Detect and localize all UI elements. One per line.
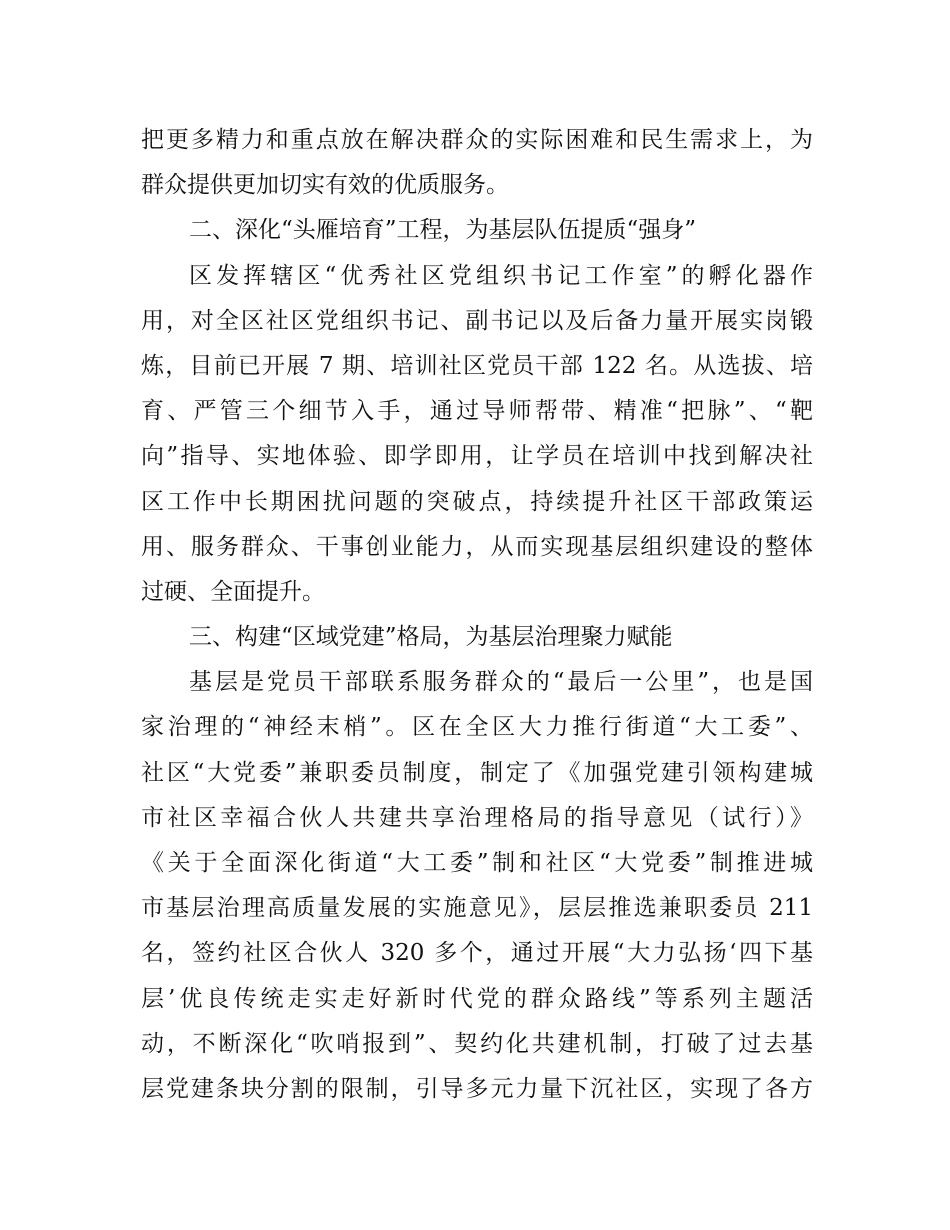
text-line: 过硬、全面提升。 — [141, 578, 325, 605]
text-line: 把更多精力和重点放在解决群众的实际困难和民生需求上，为 — [141, 127, 813, 153]
text-line: 向”指导、实地体验、即学即用，让学员在培训中找到解决社 — [141, 443, 813, 470]
text-line: 区发挥辖区“优秀社区党组织书记工作室”的孵化器作 — [189, 262, 813, 289]
text-line: 区工作中长期困扰问题的突破点，持续提升社区干部政策运 — [141, 488, 813, 515]
paragraph-2 — [141, 254, 813, 616]
heading-line: 三、构建“区域党建”格局，为基层治理聚力赋能 — [189, 624, 673, 651]
text-line: 炼，目前已开展 7 期、培训社区党员干部 122 名。从选拔、培 — [141, 352, 813, 379]
text-line: 名，签约社区合伙人 320 多个，通过开展“大力弘扬‘四下基 — [141, 940, 813, 967]
text-line: 基层是党员干部联系服务群众的“最后一公里”，也是国 — [189, 669, 813, 696]
text-line: 用、服务群众、干事创业能力，从而实现基层组织建设的整体 — [141, 533, 813, 560]
text-line: 育、严管三个细节入手，通过导师帮带、精准“把脉”、“靶 — [141, 398, 813, 425]
text-line: 市基层治理高质量发展的实施意见》，层层推选兼职委员 211 — [141, 895, 813, 922]
text-line: 《关于全面深化街道“大工委”制和社区“大党委”制推进城 — [141, 850, 813, 876]
text-line: 层’优良传统走实走好新时代党的群众路线”等系列主题活 — [141, 985, 813, 1012]
text-line: 市社区幸福合伙人共建共享治理格局的指导意见（试行）》 — [141, 804, 813, 831]
paragraph-continuation — [141, 118, 813, 208]
text-line: 群众提供更加切实有效的优质服务。 — [141, 172, 509, 199]
section-heading-2 — [141, 208, 813, 253]
text-line: 动，不断深化“吹哨报到”、契约化共建机制，打破了过去基 — [141, 1030, 813, 1057]
section-heading-3 — [141, 615, 813, 660]
text-line: 家治理的“神经末梢”。区在全区大力推行街道“大工委”、 — [141, 714, 813, 741]
text-line: 层党建条块分割的限制，引导多元力量下沉社区，实现了各方 — [141, 1075, 813, 1102]
heading-line: 二、深化“头雁培育”工程，为基层队伍提质“强身” — [189, 217, 697, 244]
text-line: 社区“大党委”兼职委员制度，制定了《加强党建引领构建城 — [141, 759, 813, 786]
paragraph-3 — [141, 660, 813, 1112]
text-line: 用，对全区社区党组织书记、副书记以及后备力量开展实岗锻 — [141, 307, 813, 334]
document-body — [141, 118, 813, 1112]
